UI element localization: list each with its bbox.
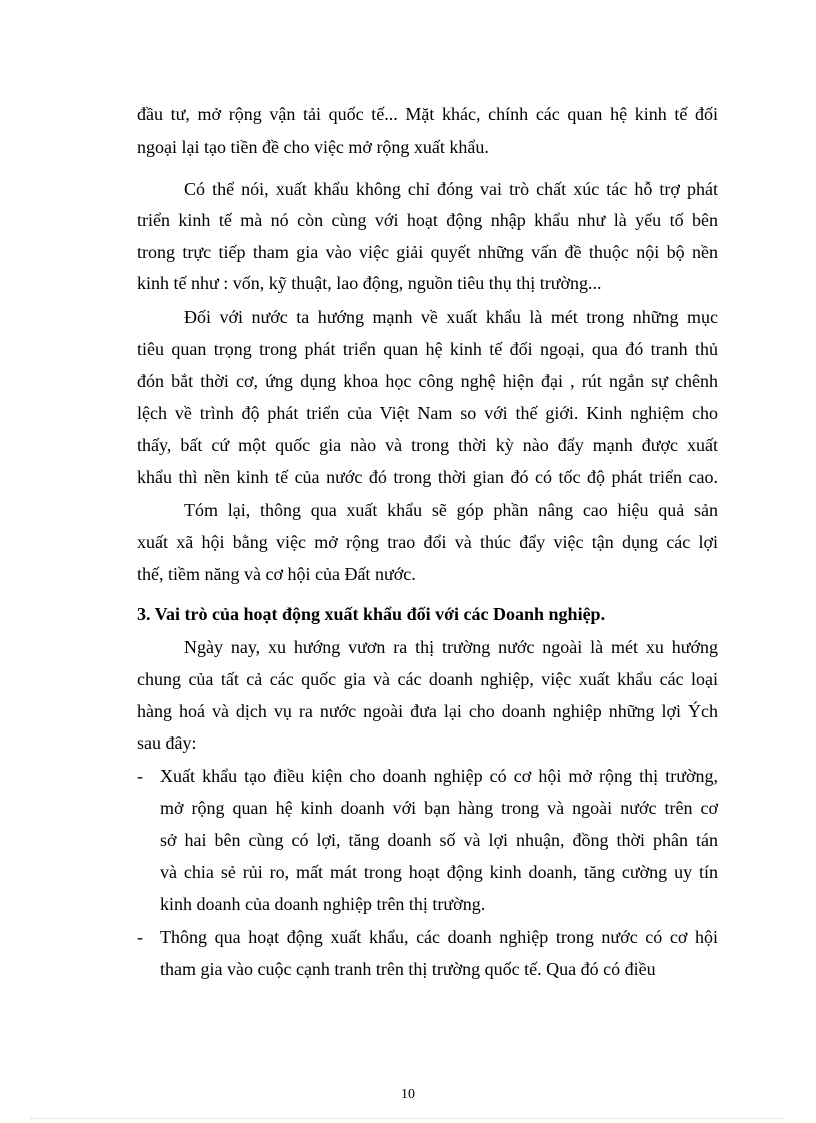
paragraph-3-line-2: tiêu quan trọng trong phát triển quan hệ kinh tế đối ngoại, qua đó tranh thủ xyxy=(137,339,718,359)
paragraph-3-line-5: thấy, bất cứ một quốc gia nào và trong thời kỳ nào đẩy mạnh được xuất xyxy=(137,435,718,455)
paragraph-3-line-3: đón bắt thời cơ, ứng dụng khoa học công nghệ hiện đại , rút ngắn sự chênh xyxy=(137,371,718,391)
bullet-1-line-2: mở rộng quan hệ kinh doanh với bạn hàng trong và ngoài nước trên cơ xyxy=(160,798,718,818)
bullet-2-line-2: tham gia vào cuộc cạnh tranh trên thị trường quốc tế. Qua đó có điều xyxy=(160,959,656,979)
paragraph-2-line-4: kinh tế như : vốn, kỹ thuật, lao động, nguồn tiêu thụ thị trường... xyxy=(137,273,602,293)
paragraph-2-line-1: Có thể nói, xuất khẩu không chỉ đóng vai trò chất xúc tác hỗ trợ phát xyxy=(184,179,718,199)
page-bottom-divider xyxy=(30,1118,786,1119)
paragraph-4-line-3: thế, tiềm năng và cơ hội của Đất nước. xyxy=(137,564,416,584)
bullet-1-line-5: kinh doanh của doanh nghiệp trên thị trường. xyxy=(160,894,486,914)
paragraph-1-line-2: ngoại lại tạo tiền đề cho việc mở rộng xuất khẩu. xyxy=(137,137,489,157)
bullet-1-line-1: Xuất khẩu tạo điều kiện cho doanh nghiệp có cơ hội mở rộng thị trường, xyxy=(160,766,718,786)
bullet-1-line-3: sở hai bên cùng có lợi, tăng doanh số và lợi nhuận, đồng thời phân tán xyxy=(160,830,718,850)
page-number: 10 xyxy=(401,1087,415,1102)
paragraph-5-line-1: Ngày nay, xu hướng vươn ra thị trường nước ngoài là mét xu hướng xyxy=(184,637,718,657)
section-heading: 3. Vai trò của hoạt động xuất khẩu đối với các Doanh nghiệp. xyxy=(137,604,606,624)
bullet-1-marker: - xyxy=(137,766,143,786)
bullet-2-line-1: Thông qua hoạt động xuất khẩu, các doanh nghiệp trong nước có cơ hội xyxy=(160,927,718,947)
paragraph-5-line-4: sau đây: xyxy=(137,733,197,753)
paragraph-4-line-1: Tóm lại, thông qua xuất khẩu sẽ góp phần nâng cao hiệu quả sản xyxy=(184,500,718,520)
paragraph-5-line-2: chung của tất cả các quốc gia và các doanh nghiệp, việc xuất khẩu các loại xyxy=(137,669,718,689)
paragraph-3-line-1: Đối với nước ta hướng mạnh về xuất khẩu là mét trong những mục xyxy=(184,307,718,327)
paragraph-2-line-3: trong trực tiếp tham gia vào việc giải quyết những vấn đề thuộc nội bộ nền xyxy=(137,242,718,262)
paragraph-3-line-6: khẩu thì nền kinh tế của nước đó trong thời gian đó có tốc độ phát triển cao. xyxy=(137,467,718,487)
paragraph-2-line-2: triển kinh tế mà nó còn cùng với hoạt động nhập khẩu như là yếu tố bên xyxy=(137,210,718,230)
paragraph-3-line-4: lệch về trình độ phát triển của Việt Nam so với thế giới. Kinh nghiệm cho xyxy=(137,403,718,423)
bullet-2-marker: - xyxy=(137,927,143,947)
paragraph-5-line-3: hàng hoá và dịch vụ ra nước ngoài đưa lại cho doanh nghiệp những lợi Ých xyxy=(137,701,718,721)
paragraph-4-line-2: xuất xã hội bằng việc mở rộng trao đổi và thúc đẩy việc tận dụng các lợi xyxy=(137,532,718,552)
bullet-1-line-4: và chia sẻ rủi ro, mất mát trong hoạt động kinh doanh, tăng cường uy tín xyxy=(160,862,718,882)
paragraph-1-line-1: đầu tư, mở rộng vận tải quốc tế... Mặt khác, chính các quan hệ kinh tế đối xyxy=(137,104,718,124)
